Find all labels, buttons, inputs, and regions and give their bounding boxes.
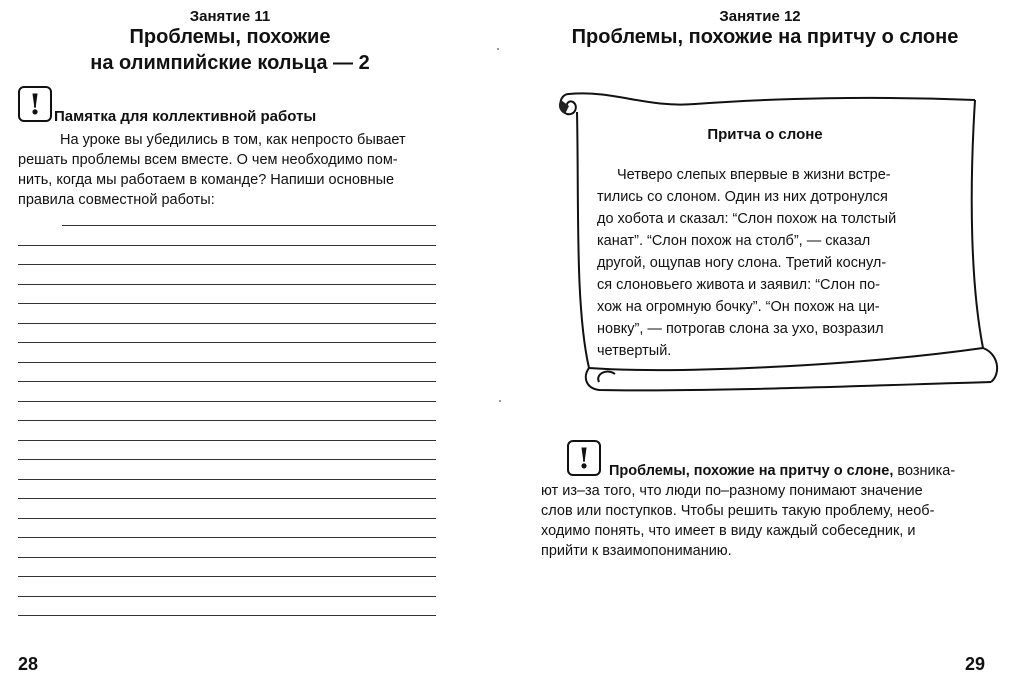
note-line: прийти к взаимопониманию.: [541, 543, 732, 559]
note-line: ходимо понять, что имеет в виду каждый собеседник, и: [541, 523, 916, 539]
print-speck: [497, 48, 499, 50]
writing-line[interactable]: [18, 342, 436, 343]
print-speck: [499, 400, 501, 402]
writing-line[interactable]: [18, 323, 436, 324]
memo-heading: Памятка для коллективной работы: [54, 108, 317, 125]
writing-line[interactable]: [18, 615, 436, 616]
writing-line[interactable]: [18, 381, 436, 382]
parable-line: тились со слоном. Один из них дотронулся: [597, 189, 888, 205]
writing-line[interactable]: [18, 498, 436, 499]
writing-line[interactable]: [18, 420, 436, 421]
memo-line: На уроке вы убедились в том, как непросто бывает: [60, 132, 406, 148]
lesson-label: Занятие 11: [189, 8, 271, 25]
memo-line: нить, когда мы работаем в команде? Напиши основные: [18, 172, 395, 188]
parable-line: Четверо слепых впервые в жизни встре-: [617, 167, 891, 183]
writing-line[interactable]: [18, 537, 436, 538]
note-line: ют из–за того, что люди по–разному понимают значение: [541, 483, 923, 499]
writing-line[interactable]: [18, 303, 436, 304]
writing-line[interactable]: [18, 596, 436, 597]
parable-body: [597, 164, 957, 362]
note-bold-phrase: Проблемы, похожие на притчу о слоне,: [609, 463, 894, 479]
page-number: 28: [18, 654, 39, 674]
exclamation-icon: !: [567, 440, 601, 476]
left-page: [0, 0, 480, 682]
writing-line[interactable]: [18, 479, 436, 480]
writing-line[interactable]: [18, 440, 436, 441]
memo-body: [18, 130, 448, 210]
note-first-rest: возника-: [893, 463, 956, 479]
writing-line[interactable]: [18, 362, 436, 363]
page-number: 29: [965, 654, 986, 674]
parable-line: четвертый.: [597, 343, 672, 359]
writing-line[interactable]: [18, 576, 436, 577]
writing-line[interactable]: [18, 245, 436, 246]
writing-line[interactable]: [18, 284, 436, 285]
parable-line: канат”. “Слон похож на столб”, — сказал: [597, 233, 871, 249]
writing-line[interactable]: [18, 518, 436, 519]
parable-line: до хобота и сказал: “Слон похож на толстый: [597, 211, 897, 227]
parable-line: хож на огромную бочку”. “Он похож на ци-: [597, 299, 880, 315]
writing-line[interactable]: [18, 401, 436, 402]
memo-line: решать проблемы всем вместе. О чем необходимо пом-: [18, 152, 398, 168]
writing-line[interactable]: [18, 557, 436, 558]
parable-line: другой, ощупав ногу слона. Третий коснул-: [597, 255, 887, 271]
exclamation-icon: !: [18, 86, 52, 122]
lesson-label: Занятие 12: [719, 8, 801, 25]
parable-title: Притча о слоне: [707, 126, 823, 143]
right-page: [505, 0, 1013, 682]
lesson-title: Проблемы, похожие на притчу о слоне: [571, 26, 959, 48]
parable-line: новку”, — потрогав слона за ухо, возразил: [597, 321, 884, 337]
note-body: [541, 461, 1001, 561]
parable-line: ся слоновьего живота и заявил: “Слон по-: [597, 277, 880, 293]
writing-line[interactable]: [18, 264, 436, 265]
note-first-line: [541, 461, 1001, 481]
note-line: слов или поступков. Чтобы решить такую проблему, необ-: [541, 503, 935, 519]
writing-line[interactable]: [62, 225, 436, 226]
writing-line[interactable]: [18, 459, 436, 460]
lesson-title-line1: Проблемы, похожие: [129, 26, 331, 48]
memo-line: правила совместной работы:: [18, 192, 215, 208]
lesson-title-line2: на олимпийские кольца — 2: [90, 52, 370, 74]
